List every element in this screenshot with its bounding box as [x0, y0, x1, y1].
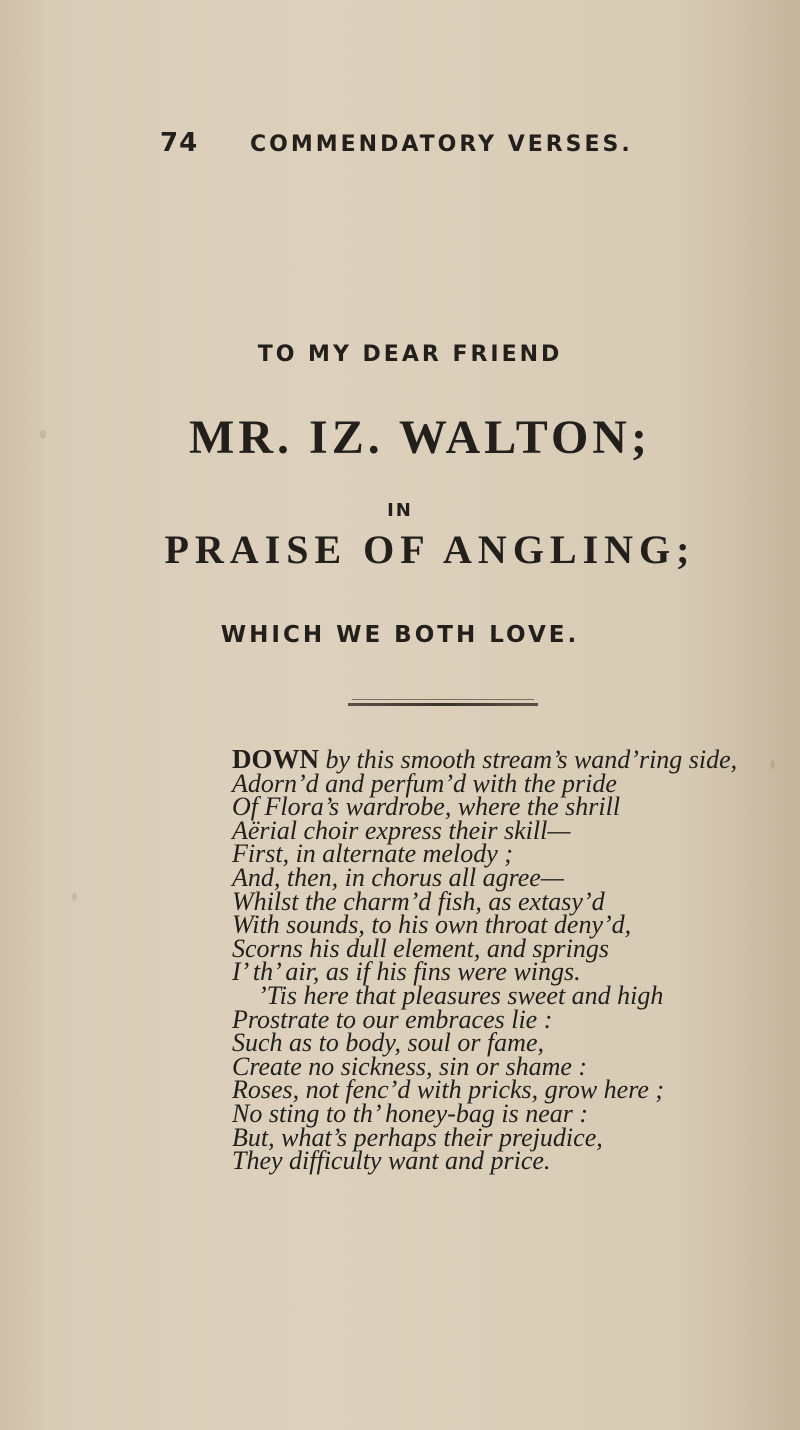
poem-line: And, then, in chorus all agree—: [232, 862, 564, 892]
poem-body: [232, 744, 792, 1176]
poem-line: With sounds, to his own throat deny’d,: [232, 910, 632, 940]
ornamental-rule-thin: [352, 699, 534, 700]
poem-line: Prostrate to our embraces lie :: [232, 1004, 553, 1034]
poem-line: Scorns his dull element, and springs: [232, 933, 609, 963]
poem-line-text: by this smooth stream’s wand’ring side,: [319, 745, 738, 774]
running-head: [0, 128, 800, 168]
poem-line: Create no sickness, sin or shame :: [232, 1051, 588, 1081]
dedication-to-line: TO MY DEAR FRIEND: [257, 342, 563, 367]
dedication-clause: WHICH WE BOTH LOVE.: [220, 622, 580, 648]
poem-line: They difficulty want and price.: [232, 1146, 551, 1176]
poem-line: But, what’s perhaps their prejudice,: [232, 1122, 603, 1152]
poem-line: ’Tis here that pleasures sweet and high: [258, 980, 664, 1010]
poem-line: First, in alternate melody ;: [232, 839, 513, 869]
poem-line: Whilst the charm’d fish, as extasy’d: [232, 886, 605, 916]
poem-first-word: DOWN: [232, 744, 319, 774]
paper-speck: [72, 893, 77, 901]
dedication-name: MR. IZ. WALTON;: [189, 411, 651, 464]
dedication-subject: PRAISE OF ANGLING;: [164, 527, 696, 572]
poem-line: I’ th’ air, as if his fins were wings.: [232, 957, 581, 987]
poem-line: No sting to th’ honey-bag is near :: [232, 1098, 589, 1128]
poem-line: Of Flora’s wardrobe, where the shrill: [232, 792, 621, 822]
page-number: 74: [160, 128, 199, 158]
poem-line: Adorn’d and perfum’d with the pride: [232, 768, 617, 798]
running-title: COMMENDATORY VERSES.: [250, 132, 633, 157]
poem-line: Aërial choir express their skill—: [232, 815, 571, 845]
ornamental-rule: [348, 703, 538, 706]
dedication-in-line: IN: [387, 500, 413, 521]
poem-line: Such as to body, soul or fame,: [232, 1028, 544, 1058]
poem-line: Roses, not fenc’d with pricks, grow here ;: [232, 1075, 665, 1105]
